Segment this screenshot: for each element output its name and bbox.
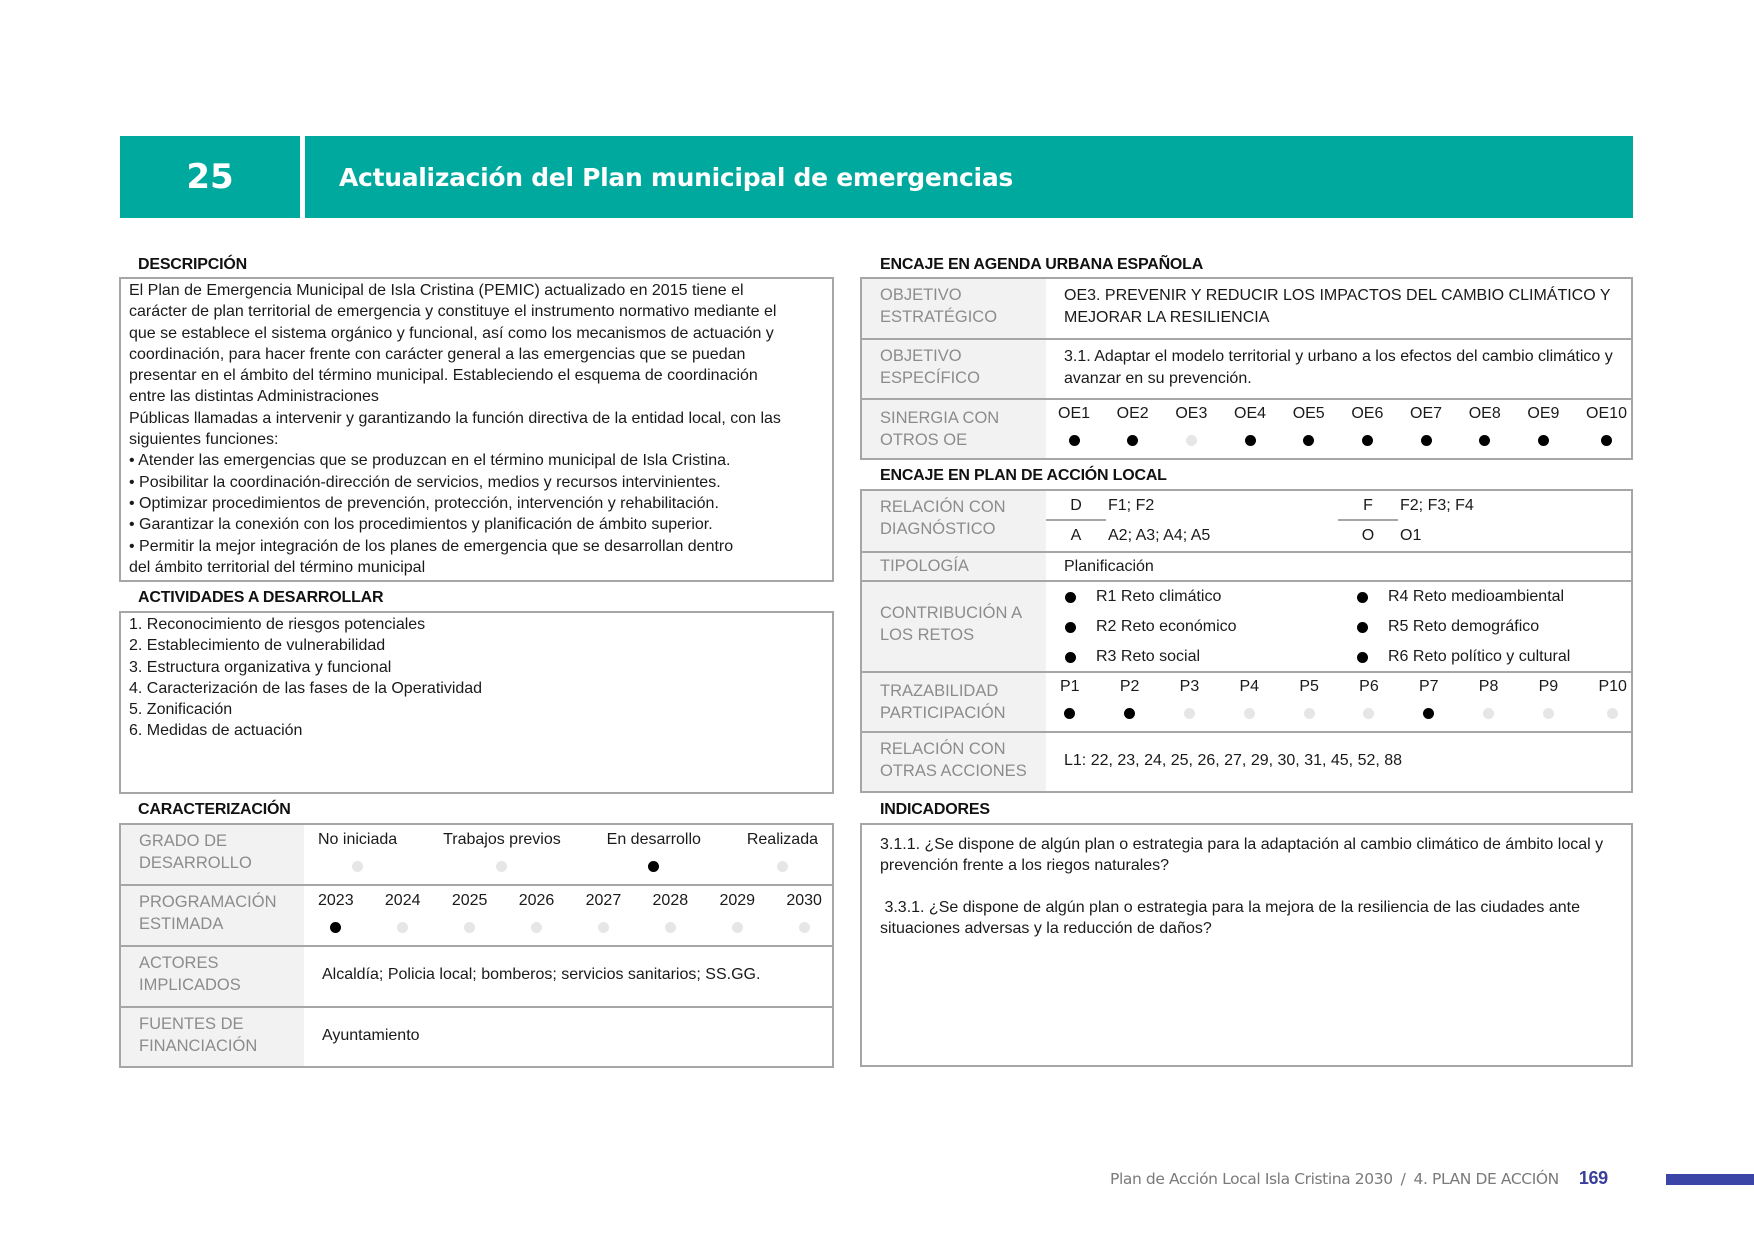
- actividad-item: 6. Medidas de actuación: [129, 722, 303, 740]
- dot-option-label: P10: [1598, 678, 1627, 695]
- dot-option-label: 2026: [518, 892, 555, 909]
- dot-option-label: OE10: [1586, 405, 1627, 422]
- action-title: Actualización del Plan municipal de emergencias: [305, 136, 1633, 218]
- grado-options: [318, 830, 818, 872]
- dot-option-label: P5: [1299, 678, 1319, 695]
- footer-section: 4. PLAN DE ACCIÓN: [1413, 1169, 1559, 1188]
- diagnostico-label: RELACIÓN CON DIAGNÓSTICO: [862, 491, 1046, 551]
- tipologia-row: [862, 553, 1631, 582]
- diag-value-a: A2; A3; A4; A5: [1108, 527, 1211, 544]
- dot-option: [1058, 404, 1090, 446]
- filled-dot-icon: [1479, 435, 1490, 446]
- plan-local-heading: ENCAJE EN PLAN DE ACCIÓN LOCAL: [880, 467, 1167, 484]
- descripcion-line: • Posibilitar la coordinación-dirección de servicios, medios y recursos intervinientes.: [129, 473, 721, 491]
- filled-dot-icon: [1124, 708, 1135, 719]
- empty-dot-icon: [1304, 708, 1315, 719]
- filled-dot-icon: [1069, 435, 1080, 446]
- dot-option-label: P8: [1478, 678, 1499, 695]
- estrategico-value: OE3. PREVENIR Y REDUCIR LOS IMPACTOS DEL CAMBIO CLIMÁTICO Y MEJORAR LA RESILIENCIA: [1064, 287, 1611, 326]
- reto-label: R4 Reto medioambiental: [1388, 588, 1565, 606]
- reto-item: [1338, 612, 1631, 642]
- descripcion-line: coordinación, para hacer frente con carácter general a las emergencias que se puedan: [129, 345, 746, 363]
- fuentes-row: [121, 1008, 832, 1066]
- descripcion-line: carácter de plan territorial de emergencia y constituye el instrumento normativo mediante el: [129, 303, 777, 321]
- empty-dot-icon: [1186, 435, 1197, 446]
- dot-option: [1419, 677, 1439, 719]
- actividad-item: 1. Reconocimiento de riesgos potenciales: [129, 616, 426, 633]
- dot-option: [1117, 404, 1149, 446]
- filled-dot-icon: [1601, 435, 1612, 446]
- descripcion-line: siguientes funciones:: [129, 431, 279, 449]
- dot-option: [1293, 404, 1325, 446]
- empty-dot-icon: [531, 922, 542, 933]
- especifico-label: OBJETIVO ESPECÍFICO: [862, 340, 1046, 398]
- filled-dot-icon: [648, 861, 659, 872]
- descripcion-line: que se establece el sistema orgánico y funcional, así como los mecanismos de actuación y: [129, 324, 774, 342]
- indicador-item: 3.1.1. ¿Se dispone de algún plan o estrategia para la adaptación al cambio climático de ámbito local y prevención frente a los riegos naturales?: [880, 836, 1604, 875]
- descripcion-line: presentar en el ámbito del término municipal. Estableciendo el esquema de coordinación: [129, 367, 758, 385]
- dot-option: [1539, 677, 1559, 719]
- dot-option-label: 2024: [384, 892, 421, 909]
- dot-option-label: 2028: [652, 892, 689, 909]
- dot-option: [1586, 404, 1627, 446]
- footer-doc-title: Plan de Acción Local Isla Cristina 2030: [1110, 1169, 1393, 1188]
- especifico-value: 3.1. Adaptar el modelo territorial y urbano a los efectos del cambio climático y avanzar en su prevención.: [1064, 348, 1613, 387]
- estrategico-label: OBJETIVO ESTRATÉGICO: [862, 279, 1046, 338]
- dot-option: [607, 830, 701, 872]
- caracterizacion-heading: CARACTERIZACIÓN: [138, 801, 291, 818]
- retos-label: CONTRIBUCIÓN A LOS RETOS: [862, 582, 1046, 671]
- dot-option-label: P9: [1538, 678, 1559, 695]
- dot-option-label: 2023: [318, 892, 354, 909]
- filled-dot-icon: [1127, 435, 1138, 446]
- dot-option-label: 2027: [585, 892, 622, 909]
- filled-dot-icon: [1245, 435, 1256, 446]
- actividad-item: 5. Zonificación: [129, 701, 233, 719]
- diagnostico-grid: [1046, 491, 1631, 551]
- retos-list: [1046, 582, 1631, 672]
- descripcion-line: entre las distintas Administraciones: [129, 388, 379, 406]
- reto-label: R3 Reto social: [1096, 648, 1201, 666]
- dot-option: [1410, 404, 1442, 446]
- dot-option-label: P3: [1179, 678, 1200, 695]
- bullet-dot-icon: [1065, 592, 1076, 603]
- agenda-heading: ENCAJE EN AGENDA URBANA ESPAÑOLA: [880, 256, 1204, 273]
- action-number: 25: [120, 136, 300, 218]
- reto-item: [1046, 582, 1338, 612]
- empty-dot-icon: [1607, 708, 1618, 719]
- descripcion-line: • Garantizar la conexión con los procedimientos y planificación de ámbito superior.: [129, 516, 713, 534]
- programacion-row: [121, 886, 832, 947]
- dot-option-label: 2025: [451, 892, 488, 909]
- trazabilidad-row: [862, 673, 1631, 733]
- footer-accent-bar: [1666, 1174, 1754, 1185]
- otras-acciones-value: L1: 22, 23, 24, 25, 26, 27, 29, 30, 31, 45, 52, 88: [1064, 752, 1403, 769]
- dot-option-label: OE7: [1410, 405, 1443, 422]
- dot-option-label: Realizada: [746, 831, 818, 848]
- dot-option-label: P7: [1418, 678, 1439, 695]
- dot-option: [786, 891, 822, 933]
- fuentes-value: Ayuntamiento: [322, 1027, 420, 1044]
- diag-value-o: O1: [1400, 527, 1422, 544]
- dot-option-label: OE8: [1468, 405, 1501, 422]
- dot-option: [1479, 677, 1499, 719]
- diag-key-f: F: [1338, 491, 1398, 521]
- dot-option-label: P2: [1119, 678, 1140, 695]
- page-footer: [1110, 1168, 1608, 1189]
- dot-option-label: P6: [1359, 678, 1379, 695]
- bullet-dot-icon: [1357, 622, 1368, 633]
- descripcion-line: Públicas llamadas a intervenir y garantizando la función directiva de la entidad local, con las: [129, 409, 781, 427]
- dot-option-label: 2029: [719, 892, 756, 909]
- empty-dot-icon: [1244, 708, 1255, 719]
- diagnostico-row: [862, 491, 1631, 553]
- sinergia-row: [862, 400, 1631, 458]
- programacion-label: PROGRAMACIÓN ESTIMADA: [121, 886, 304, 945]
- actividad-item: 2. Establecimiento de vulnerabilidad: [129, 637, 386, 655]
- dot-option: [1469, 404, 1501, 446]
- dot-option: [586, 891, 622, 933]
- dot-option: [1359, 677, 1379, 719]
- dot-option-label: OE2: [1116, 405, 1149, 422]
- dot-option-label: OE9: [1527, 405, 1560, 422]
- bullet-dot-icon: [1357, 652, 1368, 663]
- diag-key-o: O: [1361, 527, 1375, 544]
- dot-option: [1351, 404, 1383, 446]
- retos-row: [862, 582, 1631, 673]
- otras-acciones-row: [862, 733, 1631, 791]
- especifico-row: [862, 340, 1631, 400]
- dot-option: [719, 891, 755, 933]
- indicadores-box: [860, 823, 1633, 1067]
- empty-dot-icon: [732, 922, 743, 933]
- actividades-box: [119, 611, 834, 794]
- dot-option: [1234, 404, 1266, 446]
- tipologia-value: Planificación: [1064, 558, 1154, 575]
- actividades-heading: ACTIVIDADES A DESARROLLAR: [138, 589, 384, 606]
- dot-option-label: 2030: [786, 892, 822, 909]
- tipologia-label: TIPOLOGÍA: [862, 553, 1046, 580]
- filled-dot-icon: [330, 922, 341, 933]
- footer-separator: /: [1400, 1169, 1406, 1188]
- dot-option: [385, 891, 421, 933]
- empty-dot-icon: [1483, 708, 1494, 719]
- actividad-item: 4. Caracterización de las fases de la Operatividad: [129, 679, 483, 697]
- bullet-dot-icon: [1065, 622, 1076, 633]
- sinergia-label: SINERGIA CON OTROS OE: [862, 400, 1046, 458]
- empty-dot-icon: [1363, 708, 1374, 719]
- actores-label: ACTORES IMPLICADOS: [121, 947, 304, 1006]
- dot-option: [653, 891, 689, 933]
- reto-item: [1046, 612, 1338, 642]
- diag-value-d: F1; F2: [1108, 497, 1155, 514]
- actores-row: [121, 947, 832, 1008]
- empty-dot-icon: [496, 861, 507, 872]
- dot-option: [318, 891, 354, 933]
- page-number: 169: [1578, 1168, 1608, 1188]
- dot-option-label: En desarrollo: [606, 831, 701, 848]
- grado-label: GRADO DE DESARROLLO: [121, 825, 304, 884]
- dot-option: [318, 830, 397, 872]
- reto-label: R5 Reto demográfico: [1388, 618, 1540, 636]
- diag-key-a: A: [1070, 527, 1082, 544]
- dot-option-label: P4: [1239, 678, 1260, 695]
- descripcion-line: • Permitir la mejor integración de los planes de emergencia que se desarrollan dentro: [129, 537, 734, 555]
- trazabilidad-options: [1060, 677, 1627, 719]
- dot-option: [1175, 404, 1207, 446]
- filled-dot-icon: [1538, 435, 1549, 446]
- actores-value: Alcaldía; Policia local; bomberos; servicios sanitarios; SS.GG.: [322, 966, 761, 983]
- estrategico-row: [862, 279, 1631, 340]
- trazabilidad-label: TRAZABILIDAD PARTICIPACIÓN: [862, 673, 1046, 731]
- empty-dot-icon: [397, 922, 408, 933]
- indicador-item: 3.3.1. ¿Se dispone de algún plan o estrategia para la mejora de la resiliencia de las ciudades ante situaciones adversas y la reducción de daños?: [880, 898, 1585, 937]
- dot-option-label: OE5: [1292, 405, 1325, 422]
- dot-option-label: OE1: [1058, 405, 1091, 422]
- action-header: [120, 136, 1633, 218]
- actividad-item: 3. Estructura organizativa y funcional: [129, 658, 392, 676]
- empty-dot-icon: [464, 922, 475, 933]
- dot-option-label: P1: [1060, 678, 1080, 695]
- dot-option-label: OE3: [1175, 405, 1208, 422]
- empty-dot-icon: [598, 922, 609, 933]
- descripcion-line: El Plan de Emergencia Municipal de Isla Cristina (PEMIC) actualizado en 2015 tiene el: [129, 282, 744, 299]
- dot-option-label: OE4: [1234, 405, 1267, 422]
- reto-label: R2 Reto económico: [1096, 618, 1237, 636]
- reto-label: R6 Reto político y cultural: [1388, 648, 1571, 666]
- empty-dot-icon: [665, 922, 676, 933]
- filled-dot-icon: [1421, 435, 1432, 446]
- descripcion-line: • Atender las emergencias que se produzcan en el término municipal de Isla Cristina.: [129, 452, 731, 470]
- dot-option: [1239, 677, 1259, 719]
- empty-dot-icon: [799, 922, 810, 933]
- descripcion-line: • Optimizar procedimientos de prevención, protección, intervención y rehabilitación.: [129, 494, 719, 512]
- dot-option: [452, 891, 488, 933]
- filled-dot-icon: [1303, 435, 1314, 446]
- diag-value-f: F2; F3; F4: [1400, 497, 1474, 514]
- fuentes-label: FUENTES DE FINANCIACIÓN: [121, 1008, 304, 1066]
- descripcion-line: del ámbito territorial del término municipal: [129, 558, 426, 576]
- bullet-dot-icon: [1357, 592, 1368, 603]
- plan-local-table: [860, 489, 1633, 793]
- dot-option-label: Trabajos previos: [443, 831, 561, 848]
- dot-option: [1060, 677, 1080, 719]
- dot-option: [443, 830, 561, 872]
- grado-row: [121, 825, 832, 886]
- empty-dot-icon: [777, 861, 788, 872]
- indicadores-heading: INDICADORES: [880, 801, 990, 818]
- dot-option-label: No iniciada: [318, 831, 398, 848]
- dot-option: [1120, 677, 1140, 719]
- programacion-years: [318, 891, 822, 933]
- agenda-table: [860, 277, 1633, 460]
- empty-dot-icon: [1184, 708, 1195, 719]
- dot-option: [747, 830, 818, 872]
- sinergia-options: [1058, 404, 1627, 446]
- dot-option: [1180, 677, 1200, 719]
- caracterizacion-table: [119, 823, 834, 1068]
- dot-option: [1299, 677, 1319, 719]
- filled-dot-icon: [1423, 708, 1434, 719]
- filled-dot-icon: [1362, 435, 1373, 446]
- reto-item: [1338, 642, 1631, 672]
- descripcion-heading: DESCRIPCIÓN: [138, 256, 247, 273]
- descripcion-box: [119, 277, 834, 582]
- filled-dot-icon: [1064, 708, 1075, 719]
- dot-option-label: OE6: [1351, 405, 1384, 422]
- dot-option: [1527, 404, 1559, 446]
- empty-dot-icon: [1543, 708, 1554, 719]
- reto-item: [1046, 642, 1338, 672]
- dot-option: [1598, 677, 1626, 719]
- bullet-dot-icon: [1065, 652, 1076, 663]
- reto-label: R1 Reto climático: [1096, 588, 1222, 606]
- empty-dot-icon: [352, 861, 363, 872]
- dot-option: [519, 891, 555, 933]
- reto-item: [1338, 582, 1631, 612]
- otras-acciones-label: RELACIÓN CON OTRAS ACCIONES: [862, 733, 1046, 791]
- diag-key-d: D: [1046, 491, 1106, 521]
